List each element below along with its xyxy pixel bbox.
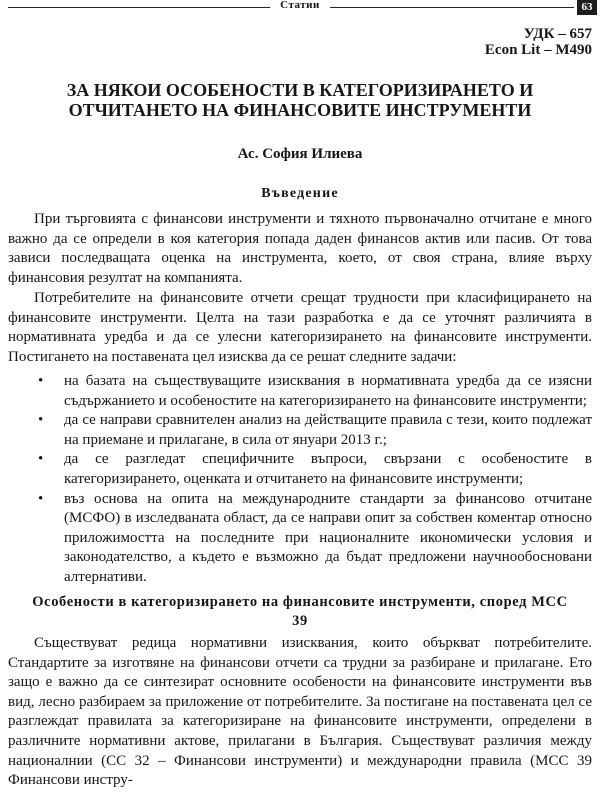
udk-code: УДК – 657: [523, 26, 592, 42]
running-header: [0, 0, 600, 14]
econlit-code: Econ Lit – M490: [484, 42, 592, 58]
list-item: • въз основа на опита на международните стандарти за финансово отчитане (МСФО) в изследваната област, да се направи опит за собствен коментар относно приложимостта на последните при националните икономически условия и законодателство, а където е възможно да бъдат предложени научнообосновани алтернативи.: [8, 490, 592, 588]
list-item: • на базата на съществуващите изисквания в нормативната уредба да се изясни съдържанието и особеностите на категоризирането на финансовите инструменти;: [8, 372, 592, 411]
section-label: Статии: [270, 0, 330, 11]
author-name: Ас. София Илиева: [237, 146, 363, 162]
section-heading: Особености в категоризирането на финансовите инструменти, според МСС 39: [32, 594, 568, 629]
task-list: [8, 372, 592, 588]
page-number: 63: [577, 0, 597, 15]
introduction-heading: Въведение: [261, 186, 339, 201]
classification-codes: [485, 26, 592, 58]
list-item: • да се разгледат специфичните въпроси, свързани с особеностите в категоризирането, оценката и отчитането на финансовите инструменти;: [8, 450, 592, 489]
article-title: ЗА НЯКОИ ОСОБЕНОСТИ В КАТЕГОРИЗИРАНЕТО И ОТЧИТАНЕТО НА ФИНАНСОВИТЕ ИНСТРУМЕНТИ: [66, 80, 534, 120]
intro-paragraph-2: Потребителите на финансовите отчети срещат трудности при класифицирането на финансовите инструменти. Целта на тази разработка е да се уточнят различията в нормативната уредба и да се улесни категоризирането на финансовите инструменти. Постигането на поставената цел изисква да се решат следните задачи:: [8, 290, 592, 365]
intro-paragraph-1: При търговията с финансови инструменти и тяхното първоначално отчитане е много важно да се определи в коя категория попада даден финансов актив или пасив. От това зависи последващата оценка на инструмента, което, от своя страна, влияе върху финансовия резултат на компанията.: [8, 211, 592, 286]
list-item: • да се направи сравнителен анализ на действащите правила с тези, които подлежат на приемане и прилагане, в сила от януари 2013 г.;: [8, 411, 592, 450]
section-paragraph: Съществуват редица нормативни изисквания, които объркват потребителите. Стандартите за изготвяне на финансови отчети са трудни за разбиране и прилагане. Ето защо е важно да се синтезират основните особености на финансовите инструменти във вид, лесно разбираем за приложение от потребителите. За постигане на поставената цел се разглеждат правилата за категоризиране на финансовите инструменти, определени в различните нормативни актове, прилагани в България. Съществуват различия между националнии (СС 32 – Финансови инструменти) и международни правила (МСС 39 Финансови инстру-: [8, 635, 592, 789]
